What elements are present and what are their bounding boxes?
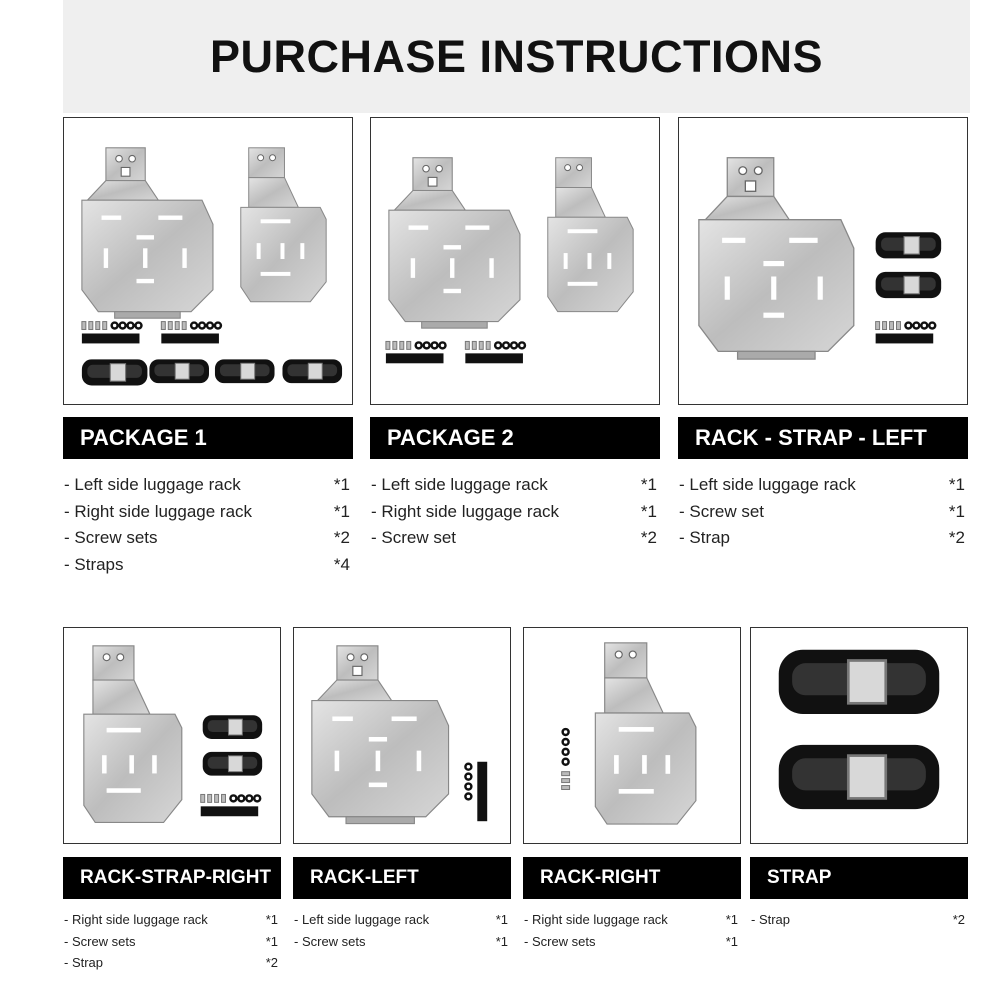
list-item: - Right side luggage rack *1 [524, 912, 738, 928]
rack-right-contents [524, 909, 738, 952]
package-1-label: PACKAGE 1 [63, 417, 353, 459]
strap-image [750, 627, 968, 844]
package-2-contents [371, 472, 657, 552]
list-item: - Right side luggage rack *1 [371, 501, 657, 521]
page-title: PURCHASE INSTRUCTIONS [209, 30, 824, 82]
package-2-image [370, 117, 660, 405]
list-item: - Left side luggage rack *1 [679, 475, 965, 495]
list-item: - Screw sets *1 [294, 933, 508, 949]
rack-left-image [293, 627, 511, 844]
list-item: - Screw sets *1 [524, 933, 738, 949]
list-item: - Right side luggage rack *1 [64, 501, 350, 521]
rack-strap-right-image [63, 627, 281, 844]
strap-label: STRAP [750, 857, 968, 899]
list-item: - Screw sets *2 [64, 528, 350, 548]
list-item: - Strap *2 [751, 912, 965, 928]
header-banner [63, 0, 970, 113]
rack-left-contents [294, 909, 508, 952]
list-item: - Screw set *1 [679, 501, 965, 521]
list-item: - Left side luggage rack *1 [64, 475, 350, 495]
rack-right-image [523, 627, 741, 844]
list-item: - Strap *2 [679, 528, 965, 548]
rack-strap-left-image [678, 117, 968, 405]
list-item: - Strap *2 [64, 955, 278, 971]
package-2-label: PACKAGE 2 [370, 417, 660, 459]
list-item: - Straps *4 [64, 554, 350, 574]
package-1-image [63, 117, 353, 405]
strap-contents [751, 909, 965, 931]
list-item: - Screw set *2 [371, 528, 657, 548]
rack-strap-right-label: RACK-STRAP-RIGHT [63, 857, 281, 899]
rack-left-label: RACK-LEFT [293, 857, 511, 899]
rack-strap-left-label: RACK - STRAP - LEFT [678, 417, 968, 459]
rack-right-label: RACK-RIGHT [523, 857, 741, 899]
rack-strap-right-contents [64, 909, 278, 974]
package-1-contents [64, 472, 350, 578]
rack-strap-left-contents [679, 472, 965, 552]
list-item: - Screw sets *1 [64, 933, 278, 949]
list-item: - Right side luggage rack *1 [64, 912, 278, 928]
list-item: - Left side luggage rack *1 [294, 912, 508, 928]
list-item: - Left side luggage rack *1 [371, 475, 657, 495]
